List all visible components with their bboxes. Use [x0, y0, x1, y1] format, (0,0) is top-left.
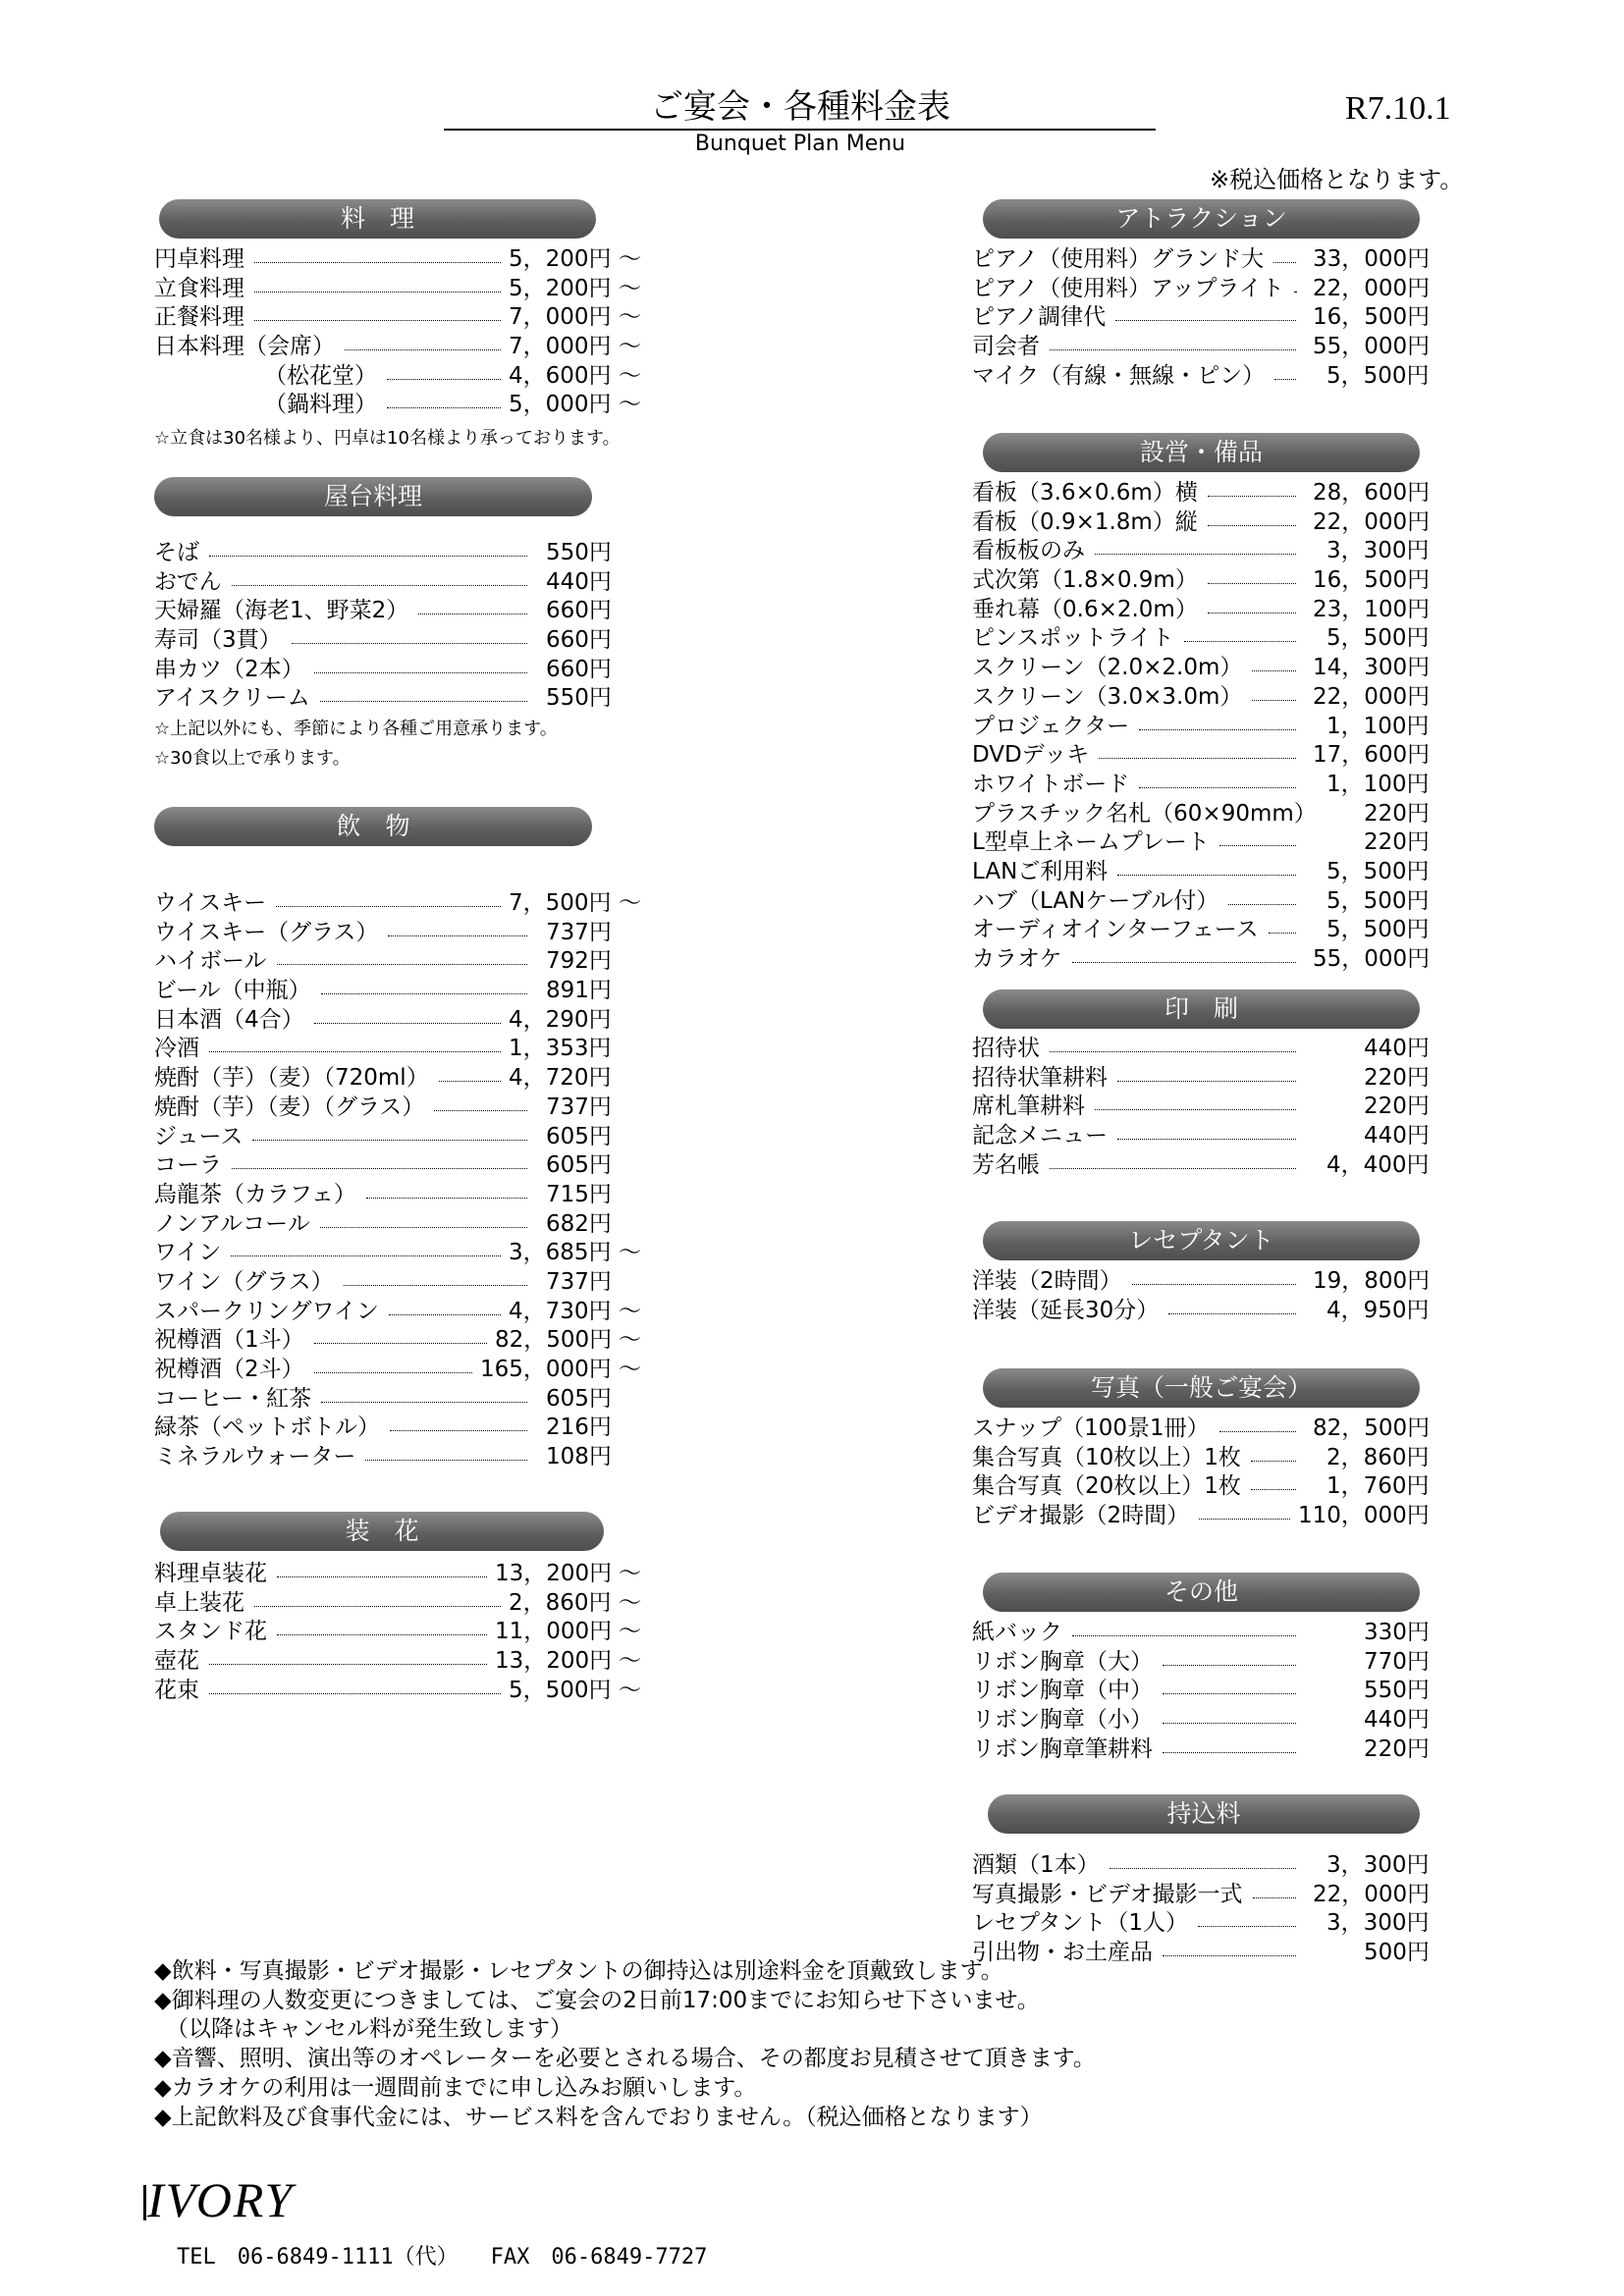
item-name: L型卓上ネームプレート — [972, 829, 1210, 856]
item-price: 1，760円 — [1326, 1473, 1430, 1500]
dot-leader — [1251, 1489, 1296, 1490]
item-name: ジュース — [154, 1123, 244, 1149]
dot-leader — [1117, 1081, 1296, 1082]
dot-leader — [314, 672, 527, 673]
item-price: 220円 — [1364, 800, 1430, 827]
dot-leader — [439, 1081, 501, 1082]
item-price: 660円 — [546, 627, 612, 654]
item-name: リボン胸章筆耕料 — [972, 1735, 1153, 1762]
item-name: ワイン（グラス） — [154, 1268, 334, 1295]
item-price: 5，500円 — [1326, 858, 1430, 884]
dot-leader — [1163, 1693, 1296, 1694]
item-name: ハイボール — [154, 948, 267, 975]
item-name: ビール（中瓶） — [154, 978, 311, 1004]
section-header-reception: レセプタント — [983, 1221, 1420, 1260]
price-from-mark: 〜 — [619, 1240, 641, 1266]
item-price: 1，353円 — [509, 1036, 612, 1062]
dot-leader — [1117, 875, 1296, 876]
item-price: 4，290円 — [509, 1006, 612, 1033]
item-name: リボン胸章（中） — [972, 1678, 1153, 1704]
footer-note: ◆上記飲料及び食事代金には、サービス料を含んでおりません。（税込価格となります） — [154, 2104, 1043, 2130]
item-price: 5，500円 — [1326, 887, 1430, 914]
dot-leader — [1208, 613, 1296, 614]
dot-leader — [1168, 1313, 1296, 1314]
footer-note: （以降はキャンセル料が発生致します） — [166, 2016, 572, 2043]
price-from-mark: 〜 — [619, 334, 641, 360]
item-name: 記念メニュー — [972, 1123, 1108, 1149]
dot-leader — [277, 1576, 487, 1577]
section-header-shashin: 写真（一般ご宴会） — [983, 1368, 1420, 1408]
item-name: プラスチック名札（60×90mm） — [972, 800, 1317, 827]
contact-info: TEL 06-6849-1111（代） FAX 06-6849-7727 — [177, 2245, 708, 2269]
item-price: 715円 — [546, 1181, 612, 1207]
dot-leader — [232, 1168, 527, 1169]
item-price: 23，100円 — [1313, 596, 1431, 622]
item-price: 220円 — [1364, 1064, 1430, 1091]
item-name: 招待状筆耕料 — [972, 1064, 1108, 1091]
item-price: 33，000円 — [1313, 246, 1431, 272]
footer-note: ◆カラオケの利用は一週間前までに申し込みお願いします。 — [154, 2074, 757, 2101]
item-name: 花束 — [154, 1677, 199, 1703]
item-price: 3，300円 — [1326, 1910, 1430, 1937]
item-price: 770円 — [1364, 1648, 1430, 1675]
dot-leader — [320, 1227, 527, 1228]
section-header-insatsu: 印 刷 — [983, 989, 1420, 1029]
item-price: 891円 — [546, 978, 612, 1004]
item-name: （松花堂） — [264, 362, 377, 389]
item-name: ピアノ（使用料）アップライト — [972, 275, 1284, 301]
item-name: 司会者 — [972, 334, 1040, 360]
dot-leader — [1095, 554, 1296, 555]
dot-leader — [345, 349, 501, 350]
item-price: 7，000円 — [509, 334, 612, 360]
dot-leader — [209, 1664, 487, 1665]
item-price: 110，000円 — [1298, 1503, 1430, 1529]
dot-leader — [1072, 962, 1296, 963]
item-name: 日本酒（4合） — [154, 1006, 304, 1033]
dot-leader — [1219, 845, 1296, 846]
tax-note: ※税込価格となります。 — [1210, 166, 1464, 193]
item-name: 天婦羅（海老1、野菜2） — [154, 598, 409, 624]
item-price: 5，500円 — [509, 1677, 612, 1703]
item-name: アイスクリーム — [154, 685, 310, 712]
item-price: 550円 — [546, 685, 612, 712]
title-underline — [444, 129, 1156, 131]
item-price: 5，200円 — [509, 275, 612, 301]
item-price: 1，100円 — [1326, 713, 1430, 739]
footer-notes — [154, 1957, 1096, 2132]
item-price: 5，500円 — [1326, 625, 1430, 652]
item-name: ウイスキー — [154, 890, 267, 916]
dot-leader — [1163, 1955, 1296, 1956]
price-from-mark: 〜 — [619, 1648, 641, 1675]
note-ryouri: ☆立食は30名様より、円卓は10名様より承っております。 — [154, 428, 621, 449]
item-name: スクリーン（3.0×3.0m） — [972, 683, 1243, 710]
dot-leader — [1110, 1868, 1296, 1869]
item-price: 550円 — [546, 540, 612, 565]
item-price: 605円 — [546, 1123, 612, 1149]
item-price: 7，000円 — [509, 304, 612, 331]
item-price: 13，200円 — [495, 1648, 613, 1675]
item-name: マイク（有線・無線・ピン） — [972, 362, 1266, 389]
item-price: 82，500円 — [1313, 1415, 1431, 1441]
page-title: ご宴会・各種料金表 — [650, 87, 950, 127]
dot-leader — [209, 556, 527, 557]
item-price: 500円 — [1364, 1940, 1430, 1966]
section-header-nomimono: 飲 物 — [154, 807, 592, 846]
item-price: 13，200円 — [495, 1561, 613, 1586]
item-name: ウイスキー（グラス） — [154, 919, 379, 945]
item-name: スタンド花 — [154, 1619, 267, 1645]
dot-leader — [1163, 1665, 1296, 1666]
item-name: 式次第（1.8×0.9m） — [972, 567, 1198, 594]
dot-leader — [314, 1372, 472, 1373]
dot-leader — [321, 1402, 527, 1403]
item-name: ピンスポットライト — [972, 625, 1174, 652]
dot-leader — [321, 993, 527, 994]
item-price: 165，000円 — [480, 1357, 612, 1382]
item-price: 737円 — [546, 1268, 612, 1295]
item-price: 605円 — [546, 1385, 612, 1412]
dot-leader — [1099, 758, 1296, 759]
item-price: 220円 — [1364, 829, 1430, 856]
item-price: 660円 — [546, 598, 612, 624]
dot-leader — [1050, 1168, 1296, 1169]
dot-leader — [209, 1051, 501, 1052]
dot-leader — [232, 585, 527, 586]
dot-leader — [1208, 583, 1296, 584]
item-name: スクリーン（2.0×2.0m） — [972, 655, 1243, 681]
dot-leader — [1184, 641, 1296, 642]
dot-leader — [276, 906, 501, 907]
item-name: 焼酎（芋）（麦）（720ml） — [154, 1065, 429, 1092]
item-name: ワイン — [154, 1240, 222, 1266]
dot-leader — [1252, 670, 1296, 671]
item-price: 220円 — [1364, 1094, 1430, 1120]
item-price: 220円 — [1364, 1735, 1430, 1762]
item-name: 円卓料理 — [154, 246, 244, 272]
dot-leader — [320, 701, 527, 702]
item-price: 1，100円 — [1326, 771, 1430, 797]
item-name: 集合写真（20枚以上）1枚 — [972, 1473, 1241, 1500]
item-price: 22，000円 — [1313, 508, 1431, 535]
item-price: 22，000円 — [1313, 1881, 1431, 1907]
logo: IVORY — [147, 2172, 295, 2227]
item-name: 祝樽酒（1斗） — [154, 1327, 304, 1354]
item-name: 寿司（3貫） — [154, 627, 282, 654]
item-price: 28，600円 — [1313, 480, 1431, 506]
item-name: 芳名帳 — [972, 1151, 1040, 1178]
dot-leader — [314, 1023, 501, 1024]
item-name: 串カツ（2本） — [154, 656, 304, 682]
price-from-mark: 〜 — [619, 1357, 641, 1382]
item-name: 壺花 — [154, 1648, 199, 1675]
note-yatai-1: ☆上記以外にも、季節により各種ご用意承ります。 — [154, 719, 558, 739]
dot-leader — [1163, 1752, 1296, 1753]
section-header-souka: 装 花 — [160, 1512, 604, 1551]
item-price: 660円 — [546, 656, 612, 682]
dot-leader — [389, 1314, 501, 1315]
item-price: 14，300円 — [1313, 655, 1431, 681]
dot-leader — [1269, 933, 1296, 934]
item-name: ミネラルウォーター — [154, 1444, 356, 1470]
item-price: 2，860円 — [509, 1589, 612, 1616]
dot-leader — [1294, 292, 1296, 293]
dot-leader — [1251, 1461, 1296, 1462]
item-name: コーヒー・紅茶 — [154, 1385, 312, 1412]
price-from-mark: 〜 — [619, 890, 641, 916]
item-price: 19，800円 — [1313, 1268, 1431, 1294]
dot-leader — [366, 1198, 527, 1199]
item-name: ビデオ撮影（2時間） — [972, 1503, 1190, 1529]
revision-date: R7.10.1 — [1345, 90, 1451, 127]
item-name: 看板板のみ — [972, 538, 1085, 564]
item-name: 垂れ幕（0.6×2.0m） — [972, 596, 1198, 622]
item-name: 緑茶（ペットボトル） — [154, 1415, 380, 1441]
dot-leader — [254, 1606, 501, 1607]
price-from-mark: 〜 — [619, 304, 641, 331]
item-price: 55，000円 — [1313, 946, 1431, 972]
dot-leader — [1252, 700, 1296, 701]
item-name: 烏龍茶（カラフェ） — [154, 1181, 356, 1207]
item-name: 紙バック — [972, 1620, 1062, 1645]
section-header-yatai: 屋台料理 — [154, 477, 592, 516]
dot-leader — [1050, 1051, 1296, 1052]
item-price: 5，500円 — [1326, 917, 1430, 943]
item-price: 82，500円 — [495, 1327, 613, 1354]
dot-leader — [387, 407, 501, 408]
dot-leader — [1208, 496, 1296, 497]
item-name: 祝樽酒（2斗） — [154, 1357, 304, 1382]
item-price: 330円 — [1364, 1620, 1430, 1645]
item-name: DVDデッキ — [972, 742, 1090, 769]
dot-leader — [434, 1110, 527, 1111]
item-name: 洋装（2時間） — [972, 1268, 1122, 1294]
item-price: 5，000円 — [509, 392, 612, 418]
dot-leader — [390, 1430, 527, 1431]
price-from-mark: 〜 — [619, 1677, 641, 1703]
item-name: 卓上装花 — [154, 1589, 244, 1616]
item-price: 17，600円 — [1313, 742, 1431, 769]
dot-leader — [344, 1285, 527, 1286]
item-price: 440円 — [1364, 1123, 1430, 1149]
item-name: 日本料理（会席） — [154, 334, 335, 360]
item-price: 440円 — [1364, 1707, 1430, 1734]
item-name: レセプタント（1人） — [972, 1910, 1189, 1937]
dot-leader — [387, 379, 501, 380]
dot-leader — [1132, 1284, 1296, 1285]
note-yatai-2: ☆30食以上で承ります。 — [154, 748, 351, 769]
section-header-attraction: アトラクション — [983, 199, 1420, 239]
item-price: 22，000円 — [1313, 683, 1431, 710]
price-from-mark: 〜 — [619, 1327, 641, 1354]
item-name: 招待状 — [972, 1036, 1040, 1061]
dot-leader — [209, 1693, 501, 1694]
item-price: 216円 — [546, 1415, 612, 1441]
item-price: 22，000円 — [1313, 275, 1431, 301]
dot-leader — [1115, 320, 1296, 321]
item-name: そば — [154, 540, 199, 565]
dot-leader — [231, 1255, 501, 1256]
section-header-mochikomi: 持込料 — [988, 1794, 1420, 1834]
dot-leader — [1050, 349, 1296, 350]
dot-leader — [365, 1460, 527, 1461]
footer-note: ◆御料理の人数変更につきましては、ご宴会の2日前17:00までにお知らせ下さいませ。 — [154, 1987, 1040, 2013]
item-price: 7，500円 — [509, 890, 612, 916]
item-name: 立食料理 — [154, 275, 244, 301]
item-price: 440円 — [546, 568, 612, 595]
dot-leader — [388, 935, 527, 936]
section-header-ryouri: 料 理 — [159, 199, 596, 239]
item-name: カラオケ — [972, 946, 1062, 972]
item-name: 看板（0.9×1.8m）縦 — [972, 508, 1198, 535]
item-name: 正餐料理 — [154, 304, 244, 331]
price-from-mark: 〜 — [619, 275, 641, 301]
dot-leader — [254, 262, 501, 263]
item-price: 550円 — [1364, 1678, 1430, 1704]
item-price: 4，720円 — [509, 1065, 612, 1092]
item-price: 11，000円 — [495, 1619, 613, 1645]
item-name: 看板（3.6×0.6m）横 — [972, 480, 1198, 506]
dot-leader — [1198, 1926, 1296, 1927]
dot-leader — [1274, 379, 1296, 380]
item-price: 108円 — [546, 1444, 612, 1470]
item-name: ノンアルコール — [154, 1210, 310, 1237]
item-price: 682円 — [546, 1210, 612, 1237]
item-price: 4，730円 — [509, 1298, 612, 1324]
section-header-setsuei: 設営・備品 — [983, 433, 1420, 472]
item-name: ハブ（LANケーブル付） — [972, 887, 1219, 914]
dot-leader — [1199, 1519, 1290, 1520]
price-from-mark: 〜 — [619, 392, 641, 418]
item-price: 3，685円 — [509, 1240, 612, 1266]
item-price: 737円 — [546, 1094, 612, 1120]
dot-leader — [1139, 787, 1296, 788]
item-name: 冷酒 — [154, 1036, 199, 1062]
item-price: 605円 — [546, 1152, 612, 1179]
dot-leader — [254, 320, 501, 321]
page-subtitle: Bunquet Plan Menu — [694, 132, 906, 156]
item-price: 2，860円 — [1326, 1444, 1430, 1470]
item-name: 洋装（延長30分） — [972, 1297, 1160, 1323]
item-name: おでん — [154, 568, 222, 595]
dot-leader — [1072, 1635, 1296, 1636]
item-price: 55，000円 — [1313, 334, 1431, 360]
item-price: 5，200円 — [509, 246, 612, 272]
dot-leader — [254, 292, 501, 293]
price-from-mark: 〜 — [619, 1619, 641, 1645]
item-name: （鍋料理） — [264, 392, 377, 418]
item-price: 4，600円 — [509, 362, 612, 389]
dot-leader — [1139, 729, 1296, 730]
item-name: ピアノ調律代 — [972, 304, 1107, 331]
item-price: 4，400円 — [1326, 1151, 1430, 1178]
dot-leader — [292, 643, 527, 644]
item-name: コーラ — [154, 1152, 222, 1179]
dot-leader — [252, 1140, 527, 1141]
item-name: スナップ（100景1冊） — [972, 1415, 1210, 1441]
dot-leader — [1117, 1139, 1296, 1140]
item-name: LANご利用料 — [972, 858, 1109, 884]
item-name: プロジェクター — [972, 713, 1130, 739]
dot-leader — [1208, 525, 1296, 526]
price-from-mark: 〜 — [619, 1561, 641, 1586]
footer-note: ◆飲料・写真撮影・ビデオ撮影・レセプタントの御持込は別途料金を頂戴致します。 — [154, 1958, 1003, 1984]
item-name: 料理卓装花 — [154, 1561, 267, 1586]
item-name: 集合写真（10枚以上）1枚 — [972, 1444, 1241, 1470]
item-price: 792円 — [546, 948, 612, 975]
dot-leader — [1273, 262, 1296, 263]
item-price: 3，300円 — [1326, 1852, 1430, 1878]
item-price: 5，500円 — [1326, 362, 1430, 389]
dot-leader — [1219, 1431, 1296, 1432]
item-price: 737円 — [546, 919, 612, 945]
dot-leader — [1095, 1109, 1296, 1110]
dot-leader — [1253, 1897, 1296, 1898]
item-price: 16，500円 — [1313, 304, 1431, 331]
price-from-mark: 〜 — [619, 1298, 641, 1324]
dot-leader — [1228, 904, 1296, 905]
footer-note: ◆音響、照明、演出等のオペレーターを必要とされる場合、その都度お見積させて頂きます。 — [154, 2046, 1096, 2072]
item-price: 16，500円 — [1313, 567, 1431, 594]
dot-leader — [1163, 1723, 1296, 1724]
dot-leader — [277, 964, 527, 965]
price-from-mark: 〜 — [619, 246, 641, 272]
section-header-sonota: その他 — [983, 1573, 1420, 1612]
item-price: 440円 — [1364, 1036, 1430, 1061]
item-name: 席札筆耕料 — [972, 1094, 1085, 1120]
price-from-mark: 〜 — [619, 362, 641, 389]
item-name: オーディオインターフェース — [972, 917, 1259, 943]
price-from-mark: 〜 — [619, 1589, 641, 1616]
item-name: 写真撮影・ビデオ撮影一式 — [972, 1881, 1243, 1907]
item-name: 焼酎（芋）（麦）（グラス） — [154, 1094, 425, 1120]
item-name: スパークリングワイン — [154, 1298, 379, 1324]
item-price: 4，950円 — [1326, 1297, 1430, 1323]
dot-leader — [314, 1343, 487, 1344]
item-name: リボン胸章（大） — [972, 1648, 1153, 1675]
item-name: 引出物・お土産品 — [972, 1940, 1153, 1966]
item-name: リボン胸章（小） — [972, 1707, 1153, 1734]
item-name: ピアノ（使用料）グランド大 — [972, 246, 1265, 272]
item-name: ホワイトボード — [972, 771, 1130, 797]
item-price: 3，300円 — [1326, 538, 1430, 564]
dot-leader — [277, 1634, 487, 1635]
item-name: 酒類（1本） — [972, 1852, 1100, 1878]
